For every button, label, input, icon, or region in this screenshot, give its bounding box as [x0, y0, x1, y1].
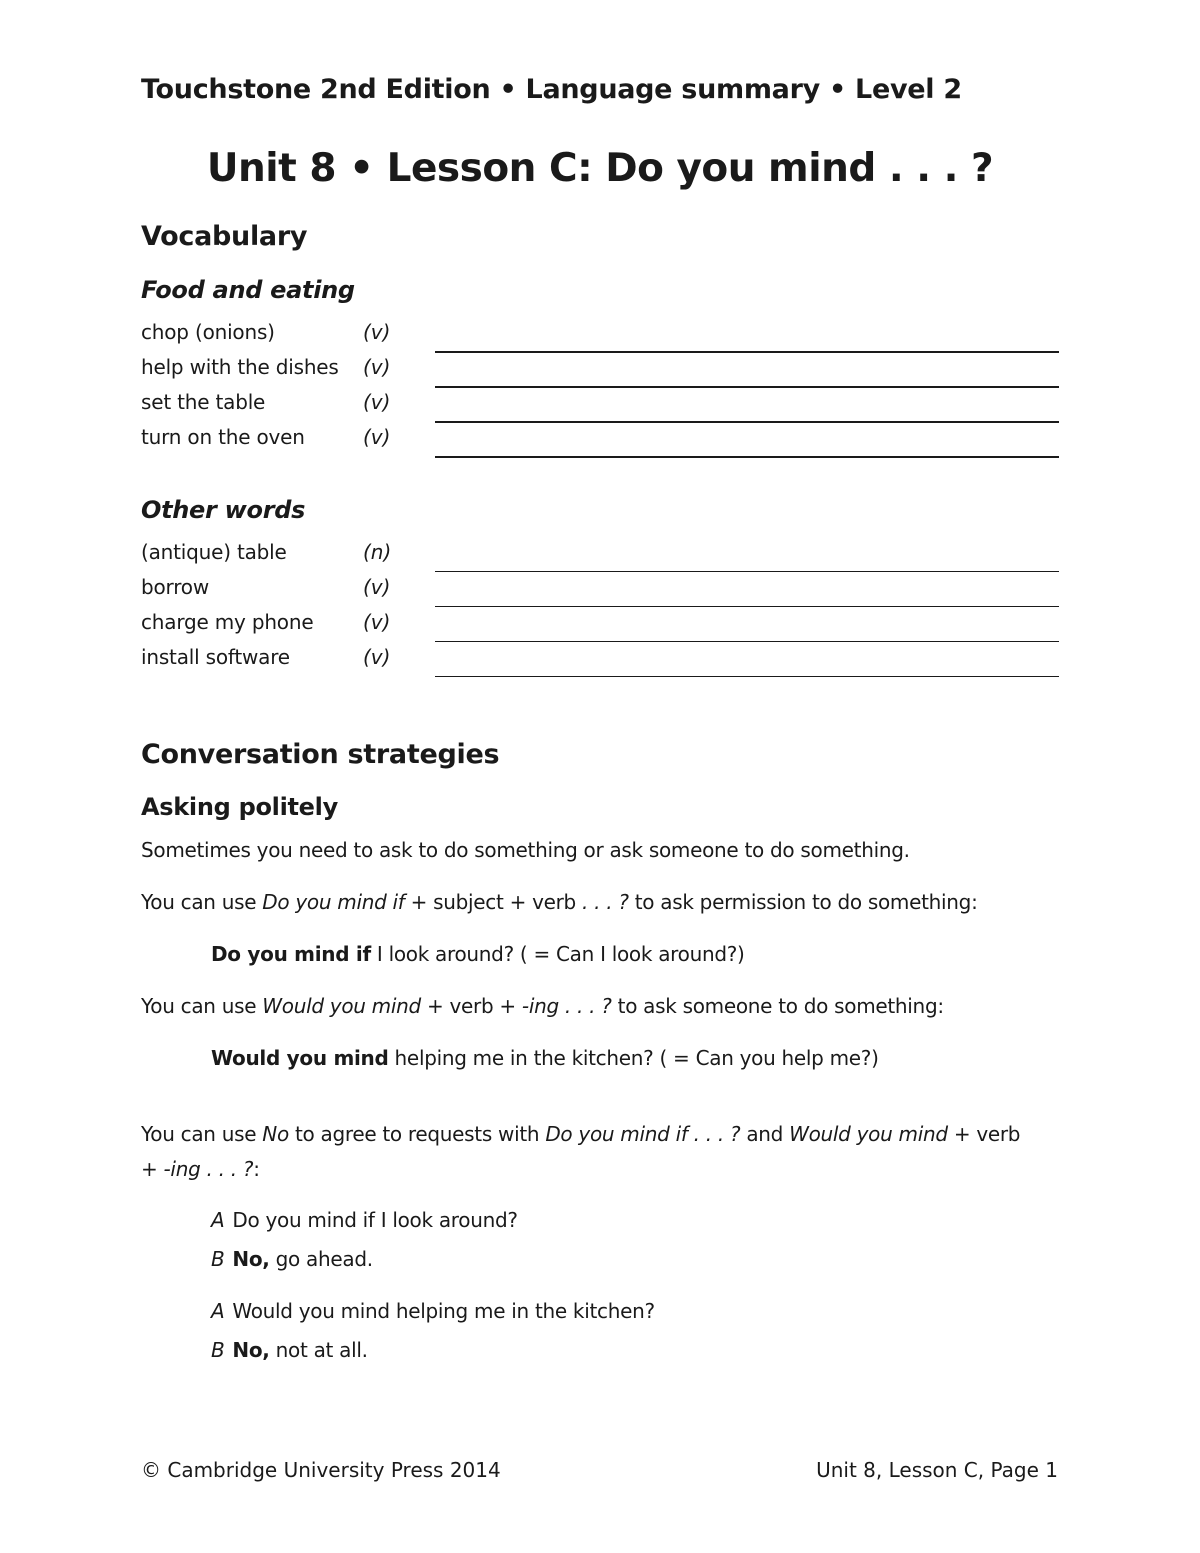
text-run: :	[253, 1157, 260, 1181]
emphasis-run: Do you mind if	[262, 890, 405, 914]
dialog-line	[211, 1338, 368, 1362]
rule-do-you-mind-if	[141, 890, 978, 914]
emphasis-run: -ing . . . ?	[521, 994, 612, 1018]
vocab-word: help with the dishes	[141, 355, 339, 379]
document-header: Touchstone 2nd Edition • Language summary • Level 2	[141, 74, 962, 105]
text-run: to ask someone to do something:	[611, 994, 944, 1018]
dialog-text: Do you mind if I look around?	[232, 1208, 518, 1232]
vocab-item	[141, 610, 1061, 645]
vocab-item	[141, 575, 1061, 610]
vocab-word: install software	[141, 645, 290, 669]
translation-blank[interactable]	[435, 676, 1059, 677]
text-run: helping me in the kitchen? ( = Can you help me?)	[388, 1046, 879, 1070]
rule-agree-line-1	[141, 1122, 1020, 1146]
copyright-footer: © Cambridge University Press 2014	[141, 1458, 501, 1482]
vocab-item	[141, 540, 1061, 575]
vocab-item	[141, 320, 1061, 355]
vocab-pos: (v)	[363, 390, 391, 414]
intro-paragraph: Sometimes you need to ask to do something or ask someone to do something.	[141, 838, 910, 862]
vocab-word: (antique) table	[141, 540, 287, 564]
translation-blank[interactable]	[435, 456, 1059, 458]
asking-politely-heading: Asking politely	[141, 793, 338, 821]
translation-blank[interactable]	[435, 351, 1059, 353]
vocab-word: charge my phone	[141, 610, 314, 634]
vocab-pos: (v)	[363, 610, 391, 634]
text-run: You can use	[141, 994, 263, 1018]
dialog-line	[211, 1247, 373, 1271]
dialog-text: go ahead.	[269, 1247, 373, 1271]
text-run: I look around? ( = Can I look around?)	[370, 942, 745, 966]
vocab-item	[141, 645, 1061, 680]
translation-blank[interactable]	[435, 571, 1059, 572]
text-run: to ask permission to do something:	[628, 890, 978, 914]
other-words-heading: Other words	[141, 496, 306, 524]
vocab-pos: (v)	[363, 575, 391, 599]
translation-blank[interactable]	[435, 421, 1059, 423]
vocab-item	[141, 425, 1061, 460]
translation-blank[interactable]	[435, 386, 1059, 388]
text-run: + verb	[947, 1122, 1021, 1146]
vocab-pos: (n)	[363, 540, 392, 564]
dialog-line	[211, 1299, 655, 1323]
vocab-pos: (v)	[363, 355, 391, 379]
vocab-item	[141, 355, 1061, 390]
vocabulary-heading: Vocabulary	[141, 221, 308, 252]
text-run: + subject + verb	[404, 890, 582, 914]
text-run: You can use	[141, 1122, 263, 1146]
vocab-item	[141, 390, 1061, 425]
dialog-bold: No,	[232, 1338, 270, 1362]
speaker-label: B	[211, 1338, 225, 1362]
bold-run: Would you mind	[211, 1046, 389, 1070]
dialog-line	[211, 1208, 518, 1232]
text-run: You can use	[141, 890, 263, 914]
emphasis-run: Would you mind	[789, 1122, 948, 1146]
dialog-text: not at all.	[269, 1338, 368, 1362]
example-do-you-mind-if	[211, 942, 745, 966]
page-reference: Unit 8, Lesson C, Page 1	[816, 1458, 1058, 1482]
dialog-bold: No,	[232, 1247, 270, 1271]
dialog-text: Would you mind helping me in the kitchen?	[232, 1299, 655, 1323]
vocab-pos: (v)	[363, 425, 391, 449]
lesson-title: Unit 8 • Lesson C: Do you mind . . . ?	[206, 146, 994, 191]
emphasis-run: -ing . . . ?	[163, 1157, 254, 1181]
speaker-label: A	[211, 1299, 225, 1323]
bold-run: Do you mind if	[211, 942, 371, 966]
emphasis-run: No	[262, 1122, 289, 1146]
text-run: to agree to requests with	[288, 1122, 546, 1146]
speaker-label: A	[211, 1208, 225, 1232]
vocab-word: turn on the oven	[141, 425, 305, 449]
conversation-strategies-heading: Conversation strategies	[141, 739, 500, 770]
emphasis-run: Would you mind	[262, 994, 421, 1018]
translation-blank[interactable]	[435, 606, 1059, 607]
text-run: +	[141, 1157, 164, 1181]
vocab-pos: (v)	[363, 645, 391, 669]
vocab-word: set the table	[141, 390, 266, 414]
rule-agree-line-2	[141, 1157, 260, 1181]
text-run: + verb +	[420, 994, 522, 1018]
vocab-word: chop (onions)	[141, 320, 275, 344]
emphasis-run: Do you mind if . . . ?	[545, 1122, 741, 1146]
rule-would-you-mind	[141, 994, 944, 1018]
speaker-label: B	[211, 1247, 225, 1271]
food-and-eating-heading: Food and eating	[141, 276, 355, 304]
emphasis-run: . . . ?	[582, 890, 629, 914]
vocab-word: borrow	[141, 575, 209, 599]
vocab-pos: (v)	[363, 320, 391, 344]
text-run: and	[740, 1122, 790, 1146]
example-would-you-mind	[211, 1046, 879, 1070]
translation-blank[interactable]	[435, 641, 1059, 642]
